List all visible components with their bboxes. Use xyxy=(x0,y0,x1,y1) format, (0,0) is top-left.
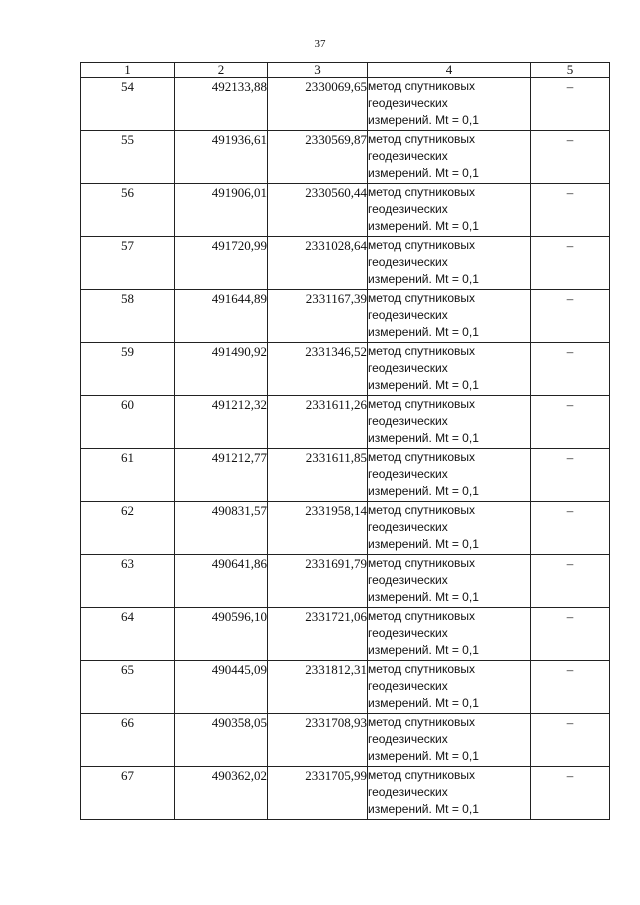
y-coordinate: 2331028,64 xyxy=(268,237,368,290)
x-coordinate: 492133,88 xyxy=(175,78,268,131)
table-row xyxy=(81,290,610,343)
point-number: 66 xyxy=(81,714,175,767)
column-5-value: – xyxy=(531,449,610,502)
method-description xyxy=(368,396,531,449)
method-line-2: геодезических xyxy=(368,202,448,216)
method-line-2: геодезических xyxy=(368,308,448,322)
table-row xyxy=(81,78,610,131)
column-header-1: 1 xyxy=(81,63,175,78)
column-5-value: – xyxy=(531,290,610,343)
x-coordinate: 490831,57 xyxy=(175,502,268,555)
method-line-1: метод спутниковых xyxy=(368,556,476,570)
point-number: 60 xyxy=(81,396,175,449)
x-coordinate: 490445,09 xyxy=(175,661,268,714)
method-description xyxy=(368,237,531,290)
method-line-2: геодезических xyxy=(368,626,448,640)
method-line-3: измерений. Mt = 0,1 xyxy=(368,802,479,816)
method-line-2: геодезических xyxy=(368,96,448,110)
point-number: 63 xyxy=(81,555,175,608)
method-line-1: метод спутниковых xyxy=(368,344,476,358)
method-line-3: измерений. Mt = 0,1 xyxy=(368,272,479,286)
x-coordinate: 491720,99 xyxy=(175,237,268,290)
method-description xyxy=(368,184,531,237)
point-number: 55 xyxy=(81,131,175,184)
point-number: 65 xyxy=(81,661,175,714)
point-number: 56 xyxy=(81,184,175,237)
y-coordinate: 2331346,52 xyxy=(268,343,368,396)
method-line-2: геодезических xyxy=(368,361,448,375)
method-line-2: геодезических xyxy=(368,573,448,587)
method-line-3: измерений. Mt = 0,1 xyxy=(368,113,479,127)
method-line-1: метод спутниковых xyxy=(368,503,476,517)
table-row xyxy=(81,131,610,184)
x-coordinate: 491212,77 xyxy=(175,449,268,502)
method-line-1: метод спутниковых xyxy=(368,238,476,252)
table-row xyxy=(81,608,610,661)
y-coordinate: 2331611,85 xyxy=(268,449,368,502)
method-line-2: геодезических xyxy=(368,149,448,163)
method-line-1: метод спутниковых xyxy=(368,450,476,464)
column-5-value: – xyxy=(531,131,610,184)
x-coordinate: 490596,10 xyxy=(175,608,268,661)
coordinates-table xyxy=(80,62,610,820)
y-coordinate: 2331812,31 xyxy=(268,661,368,714)
point-number: 58 xyxy=(81,290,175,343)
point-number: 67 xyxy=(81,767,175,820)
x-coordinate: 491906,01 xyxy=(175,184,268,237)
method-line-2: геодезических xyxy=(368,467,448,481)
method-description xyxy=(368,714,531,767)
table-header-row xyxy=(81,63,610,78)
column-5-value: – xyxy=(531,714,610,767)
x-coordinate: 491644,89 xyxy=(175,290,268,343)
table-row xyxy=(81,449,610,502)
x-coordinate: 491936,61 xyxy=(175,131,268,184)
y-coordinate: 2331708,93 xyxy=(268,714,368,767)
x-coordinate: 490362,02 xyxy=(175,767,268,820)
method-line-3: измерений. Mt = 0,1 xyxy=(368,537,479,551)
column-header-2: 2 xyxy=(175,63,268,78)
point-number: 54 xyxy=(81,78,175,131)
x-coordinate: 490641,86 xyxy=(175,555,268,608)
column-5-value: – xyxy=(531,184,610,237)
column-header-5: 5 xyxy=(531,63,610,78)
method-description xyxy=(368,502,531,555)
method-line-3: измерений. Mt = 0,1 xyxy=(368,749,479,763)
method-line-1: метод спутниковых xyxy=(368,662,476,676)
column-header-4: 4 xyxy=(368,63,531,78)
method-description xyxy=(368,449,531,502)
method-description xyxy=(368,343,531,396)
y-coordinate: 2331691,79 xyxy=(268,555,368,608)
method-description xyxy=(368,608,531,661)
point-number: 61 xyxy=(81,449,175,502)
point-number: 59 xyxy=(81,343,175,396)
x-coordinate: 491490,92 xyxy=(175,343,268,396)
method-line-2: геодезических xyxy=(368,520,448,534)
method-line-3: измерений. Mt = 0,1 xyxy=(368,378,479,392)
method-line-2: геодезических xyxy=(368,785,448,799)
column-5-value: – xyxy=(531,78,610,131)
point-number: 64 xyxy=(81,608,175,661)
table-row xyxy=(81,343,610,396)
table-row xyxy=(81,396,610,449)
y-coordinate: 2331611,26 xyxy=(268,396,368,449)
column-5-value: – xyxy=(531,608,610,661)
column-5-value: – xyxy=(531,396,610,449)
y-coordinate: 2330560,44 xyxy=(268,184,368,237)
method-line-1: метод спутниковых xyxy=(368,609,476,623)
point-number: 62 xyxy=(81,502,175,555)
method-description xyxy=(368,131,531,184)
y-coordinate: 2331705,99 xyxy=(268,767,368,820)
method-description xyxy=(368,78,531,131)
y-coordinate: 2331721,06 xyxy=(268,608,368,661)
column-5-value: – xyxy=(531,555,610,608)
method-line-1: метод спутниковых xyxy=(368,397,476,411)
method-line-3: измерений. Mt = 0,1 xyxy=(368,431,479,445)
method-line-1: метод спутниковых xyxy=(368,291,476,305)
column-5-value: – xyxy=(531,767,610,820)
method-line-2: геодезических xyxy=(368,732,448,746)
method-line-1: метод спутниковых xyxy=(368,715,476,729)
table-row xyxy=(81,237,610,290)
method-line-3: измерений. Mt = 0,1 xyxy=(368,219,479,233)
method-line-3: измерений. Mt = 0,1 xyxy=(368,696,479,710)
table-row xyxy=(81,714,610,767)
method-line-2: геодезических xyxy=(368,414,448,428)
table-row xyxy=(81,555,610,608)
method-line-3: измерений. Mt = 0,1 xyxy=(368,643,479,657)
method-line-3: измерений. Mt = 0,1 xyxy=(368,484,479,498)
column-5-value: – xyxy=(531,661,610,714)
table-row xyxy=(81,767,610,820)
y-coordinate: 2331958,14 xyxy=(268,502,368,555)
method-line-3: измерений. Mt = 0,1 xyxy=(368,166,479,180)
method-line-3: измерений. Mt = 0,1 xyxy=(368,590,479,604)
column-header-3: 3 xyxy=(268,63,368,78)
x-coordinate: 491212,32 xyxy=(175,396,268,449)
method-description xyxy=(368,555,531,608)
method-line-3: измерений. Mt = 0,1 xyxy=(368,325,479,339)
table-row xyxy=(81,661,610,714)
method-description xyxy=(368,767,531,820)
y-coordinate: 2330569,87 xyxy=(268,131,368,184)
page-number: 37 xyxy=(314,38,326,50)
method-description xyxy=(368,290,531,343)
method-description xyxy=(368,661,531,714)
table-row xyxy=(81,184,610,237)
y-coordinate: 2330069,65 xyxy=(268,78,368,131)
method-line-2: геодезических xyxy=(368,255,448,269)
method-line-1: метод спутниковых xyxy=(368,768,476,782)
point-number: 57 xyxy=(81,237,175,290)
method-line-2: геодезических xyxy=(368,679,448,693)
column-5-value: – xyxy=(531,502,610,555)
table-row xyxy=(81,502,610,555)
method-line-1: метод спутниковых xyxy=(368,79,476,93)
y-coordinate: 2331167,39 xyxy=(268,290,368,343)
column-5-value: – xyxy=(531,237,610,290)
method-line-1: метод спутниковых xyxy=(368,132,476,146)
column-5-value: – xyxy=(531,343,610,396)
method-line-1: метод спутниковых xyxy=(368,185,476,199)
x-coordinate: 490358,05 xyxy=(175,714,268,767)
